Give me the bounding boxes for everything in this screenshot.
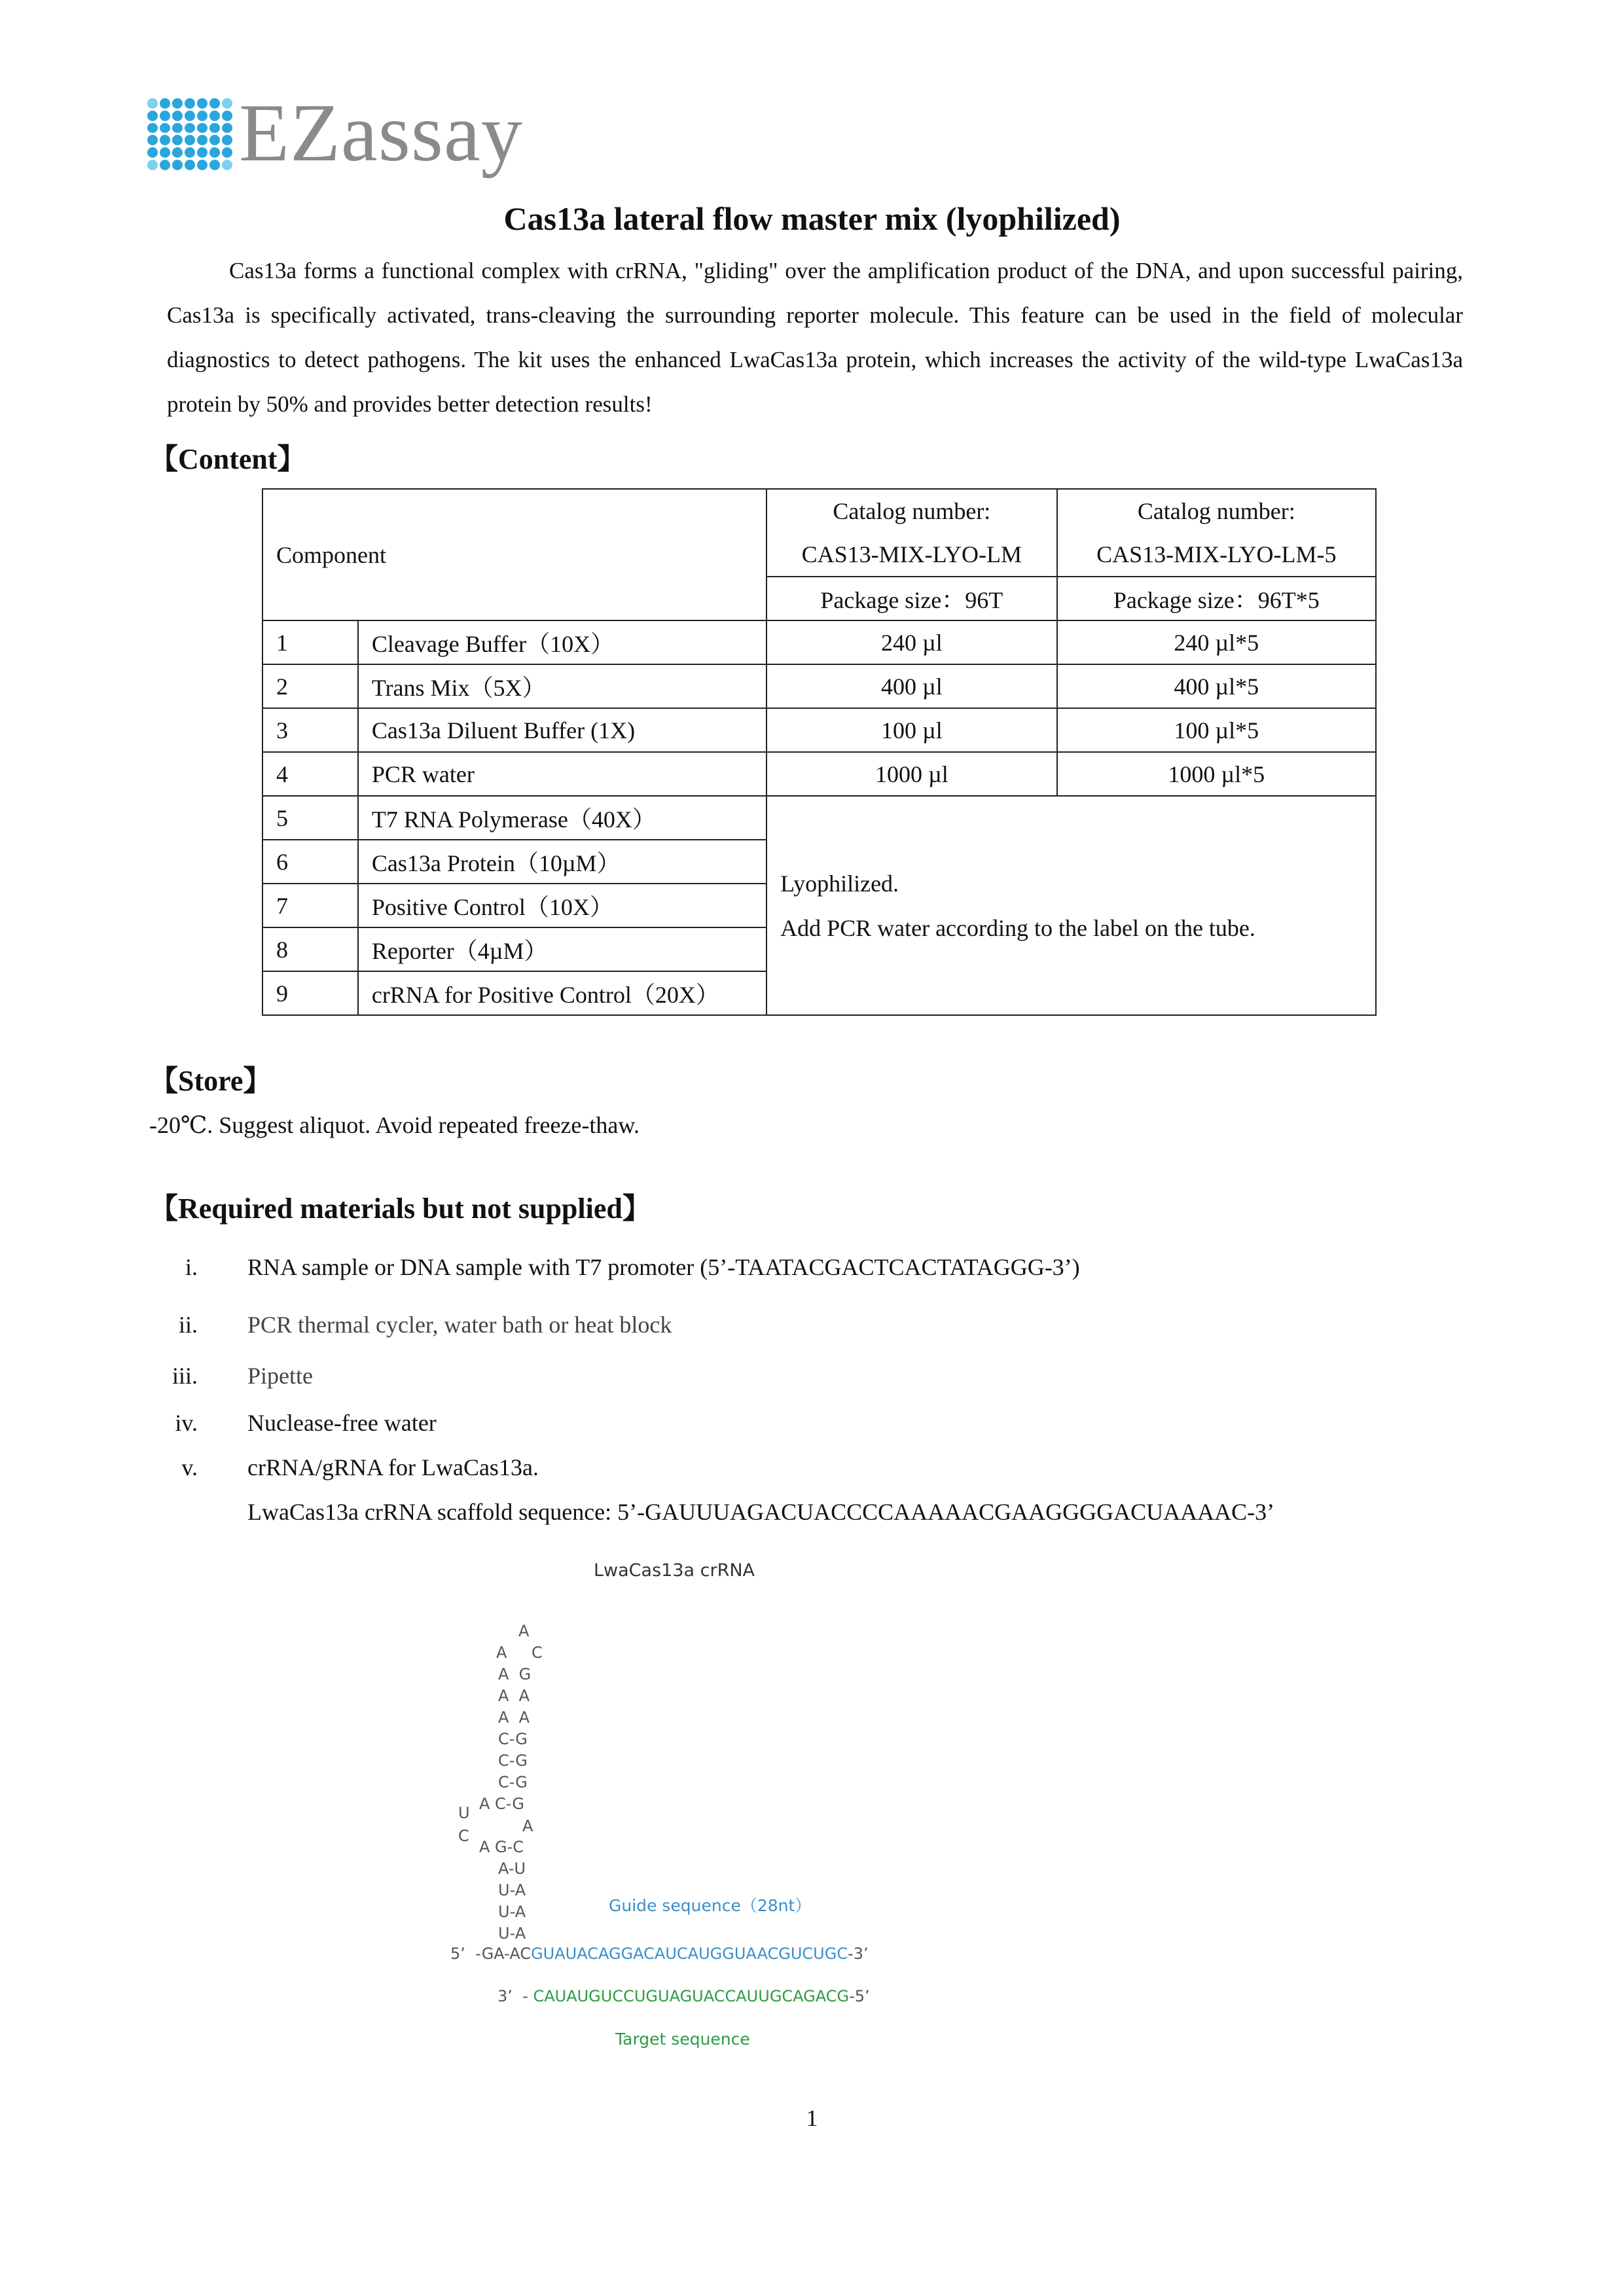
stem-pair: C-G bbox=[498, 1751, 528, 1770]
list-item-number: iii. bbox=[171, 1363, 198, 1389]
row-number: 2 bbox=[262, 664, 358, 708]
list-item-number: i. bbox=[185, 1254, 198, 1280]
col1-catalog-number: CAS13-MIX-LYO-LM bbox=[767, 533, 1056, 577]
five-prime-prefix: 5’ -GA-AC bbox=[450, 1945, 532, 1963]
target-strand bbox=[497, 1987, 870, 2005]
table-row bbox=[262, 620, 1376, 664]
list-item: Nuclease-free water bbox=[247, 1410, 437, 1436]
loop-right-base: C bbox=[532, 1643, 543, 1662]
component-name: Cleavage Buffer（10X） bbox=[358, 620, 767, 664]
stem-pair: U-A bbox=[498, 1903, 526, 1921]
component-name: crRNA for Positive Control（20X） bbox=[358, 971, 767, 1015]
loop-left-base: A bbox=[496, 1643, 507, 1662]
stem-pair: A-U bbox=[498, 1859, 526, 1878]
component-name: PCR water bbox=[358, 752, 767, 796]
stem-pair: U-A bbox=[498, 1924, 526, 1943]
section-heading-content: 【Content】 bbox=[149, 443, 306, 475]
page-number: 1 bbox=[806, 2105, 818, 2131]
scaffold-sequence: LwaCas13a crRNA scaffold sequence: 5’-GAUUUAGACUACCCCAAAAACGAAGGGGACUAAAAC-3’ bbox=[247, 1499, 1275, 1525]
table-row bbox=[262, 708, 1376, 752]
row-number: 8 bbox=[262, 927, 358, 971]
col1-package-size: Package size：96T bbox=[767, 577, 1056, 620]
col1-catalog-label: Catalog number: bbox=[767, 489, 1056, 533]
table-row bbox=[262, 664, 1376, 708]
stem-pair: A A bbox=[498, 1687, 530, 1705]
volume-96t: 1000 µl bbox=[767, 752, 1056, 796]
volume-96t: 400 µl bbox=[767, 664, 1056, 708]
col2-catalog-label: Catalog number: bbox=[1057, 489, 1376, 533]
component-header: Component bbox=[262, 489, 767, 620]
document-title: Cas13a lateral flow master mix (lyophilized) bbox=[503, 200, 1121, 237]
guide-suffix: -3’ bbox=[848, 1945, 869, 1963]
target-sequence-label: Target sequence bbox=[615, 2030, 750, 2049]
col2-package-size: Package size：96T*5 bbox=[1057, 577, 1376, 620]
logo-dots-icon bbox=[147, 98, 232, 170]
row-number: 6 bbox=[262, 840, 358, 884]
lyophilized-note bbox=[767, 796, 1376, 1015]
stem-pair: A A bbox=[498, 1708, 530, 1727]
crrna-structure-diagram bbox=[419, 1558, 943, 2068]
component-name: Trans Mix（5X） bbox=[358, 664, 767, 708]
component-name: T7 RNA Polymerase（40X） bbox=[358, 796, 767, 840]
component-name: Cas13a Protein（10µM） bbox=[358, 840, 767, 884]
guide-sequence: GUAUACAGGACAUCAUGGUAACGUCUGC bbox=[531, 1945, 848, 1963]
intro-text: Cas13a forms a functional complex with crRNA, "gliding" over the amplification product of the DNA, and upon successful pairing, Cas13a is specifically activated, trans-cleaving the surrounding reporter molecule. This feature can be used in the field of molecular diagnostics to detect pathogens. The kit uses the enhanced LwaCas13a protein, which increases the activity of the wild-type LwaCas13a protein by 50% and provides better detection results! bbox=[167, 258, 1463, 417]
guide-strand bbox=[450, 1945, 869, 1963]
component-name: Positive Control（10X） bbox=[358, 884, 767, 927]
stem-pair: A C-G bbox=[479, 1795, 524, 1813]
component-name: Cas13a Diluent Buffer (1X) bbox=[358, 708, 767, 752]
stem-pair: U-A bbox=[498, 1881, 526, 1899]
section-heading-required: 【Required materials but not supplied】 bbox=[149, 1193, 651, 1225]
list-item: PCR thermal cycler, water bath or heat block bbox=[247, 1312, 672, 1338]
row-number: 9 bbox=[262, 971, 358, 1015]
row-number: 4 bbox=[262, 752, 358, 796]
target-suffix: -5’ bbox=[849, 1987, 870, 2005]
volume-96t-x5: 100 µl*5 bbox=[1057, 708, 1376, 752]
bulge-base: A bbox=[522, 1817, 533, 1835]
list-item: crRNA/gRNA for LwaCas13a. bbox=[247, 1454, 539, 1480]
lyophilized-note-line-1: Lyophilized. bbox=[780, 870, 899, 897]
stem-pair: A G-C bbox=[479, 1838, 524, 1856]
row-number: 3 bbox=[262, 708, 358, 752]
volume-96t-x5: 400 µl*5 bbox=[1057, 664, 1376, 708]
stem-pair: C-G bbox=[498, 1730, 528, 1748]
stem-pair: C-G bbox=[498, 1773, 528, 1791]
list-item: Pipette bbox=[247, 1363, 313, 1389]
list-item-number: ii. bbox=[178, 1312, 198, 1338]
ezassay-logo bbox=[147, 88, 540, 183]
table-row bbox=[262, 752, 1376, 796]
row-number: 1 bbox=[262, 620, 358, 664]
row-number: 7 bbox=[262, 884, 358, 927]
bulge-base: C bbox=[458, 1827, 469, 1845]
volume-96t: 100 µl bbox=[767, 708, 1056, 752]
component-name: Reporter（4µM） bbox=[358, 927, 767, 971]
list-item-number: iv. bbox=[175, 1410, 198, 1436]
volume-96t-x5: 240 µl*5 bbox=[1057, 620, 1376, 664]
lyophilized-note-line-2: Add PCR water according to the label on the tube. bbox=[780, 914, 1255, 941]
stem-pair: A G bbox=[498, 1665, 532, 1683]
table-header-row-1 bbox=[262, 489, 1376, 533]
guide-sequence-label: Guide sequence（28nt） bbox=[609, 1896, 812, 1915]
intro-paragraph bbox=[167, 249, 1463, 427]
volume-96t-x5: 1000 µl*5 bbox=[1057, 752, 1376, 796]
loop-top-base: A bbox=[518, 1622, 530, 1640]
store-instructions: -20℃. Suggest aliquot. Avoid repeated freeze-thaw. bbox=[149, 1112, 640, 1138]
row-number: 5 bbox=[262, 796, 358, 840]
bulge-base: U bbox=[458, 1804, 470, 1822]
table-row bbox=[262, 796, 1376, 840]
col2-catalog-number: CAS13-MIX-LYO-LM-5 bbox=[1057, 533, 1376, 577]
list-item-number: v. bbox=[181, 1454, 198, 1480]
three-prime-prefix: 3’ - bbox=[497, 1987, 533, 2005]
list-item: RNA sample or DNA sample with T7 promoter (5’-TAATACGACTCACTATAGGG-3’) bbox=[247, 1254, 1080, 1280]
target-sequence: CAUAUGUCCUGUAGUACCAUUGCAGACG bbox=[533, 1987, 850, 2005]
content-table bbox=[262, 488, 1377, 1016]
logo-text: EZassay bbox=[239, 88, 523, 179]
section-heading-store: 【Store】 bbox=[149, 1065, 272, 1097]
volume-96t: 240 µl bbox=[767, 620, 1056, 664]
diagram-title: LwaCas13a crRNA bbox=[594, 1560, 755, 1581]
